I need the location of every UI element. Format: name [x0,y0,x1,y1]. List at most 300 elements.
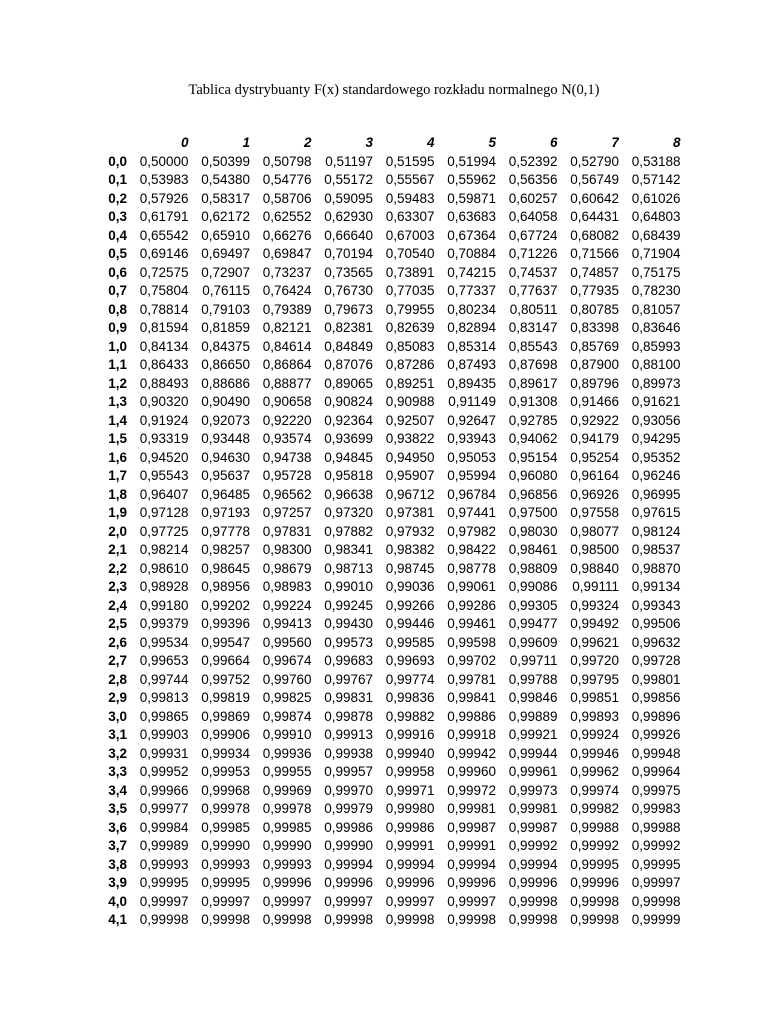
table-cell: 0,77035 [385,283,435,298]
table-cell: 0,99683 [324,653,373,668]
table-cell: 0,99446 [385,616,435,631]
column-header: 1 [242,135,250,150]
table-cell: 0,99998 [631,893,681,909]
table-cell: 0,99990 [201,838,250,853]
table-cell: 0,99774 [385,671,435,687]
table-cell: 0,58706 [262,190,312,206]
table-cell: 0,77337 [447,283,496,298]
table-row [98,763,681,782]
row-header: 1,5 [108,431,127,446]
table-row [98,708,681,727]
header-row [98,134,681,153]
table-cell: 0,99995 [139,875,189,890]
table-cell: 0,67364 [447,227,496,243]
table-row [98,782,681,801]
row-header: 0,9 [108,320,127,335]
table-cell: 0,99878 [324,708,373,724]
table-cell: 0,92785 [508,412,558,428]
row-header: 3,2 [108,745,127,761]
table-cell: 0,64431 [570,209,619,224]
table-row [98,449,681,468]
table-cell: 0,91621 [631,394,681,409]
table-row [98,523,681,542]
row-header: 4,1 [108,912,127,927]
table-row [98,356,681,375]
row-header: 0,0 [108,153,127,169]
table-cell: 0,99752 [201,671,250,687]
table-cell: 0,99396 [201,616,250,631]
table-cell: 0,99968 [201,782,250,798]
table-cell: 0,99825 [262,690,312,705]
table-cell: 0,99202 [201,597,250,613]
table-cell: 0,99994 [385,856,435,872]
table-cell: 0,59483 [385,190,435,206]
row-header: 2,3 [108,579,127,594]
table-row [98,541,681,560]
table-cell: 0,80785 [570,301,619,317]
table-cell: 0,99903 [139,727,189,742]
table-cell: 0,92364 [324,412,373,428]
table-cell: 0,99856 [631,690,681,705]
table-cell: 0,58317 [201,190,250,206]
table-cell: 0,99781 [447,671,496,687]
table-cell: 0,98077 [570,523,619,539]
table-cell: 0,94738 [262,449,312,465]
table-cell: 0,98983 [262,579,312,594]
table-row [98,819,681,838]
distribution-table [98,134,681,930]
table-cell: 0,99994 [447,856,496,872]
table-cell: 0,92073 [201,412,250,428]
table-cell: 0,92922 [570,412,619,428]
table-cell: 0,77935 [570,283,619,298]
table-row [98,412,681,431]
table-cell: 0,91924 [139,412,189,428]
table-cell: 0,90658 [262,394,312,409]
table-cell: 0,53188 [631,153,681,169]
table-cell: 0,65542 [139,227,189,243]
table-row [98,874,681,893]
table-cell: 0,52790 [570,153,619,169]
table-row [98,208,681,227]
table-cell: 0,84849 [324,338,373,354]
table-cell: 0,99999 [631,912,681,927]
table-cell: 0,71566 [570,246,619,261]
table-cell: 0,72575 [139,264,189,280]
table-cell: 0,84375 [201,338,250,354]
table-cell: 0,99061 [447,579,496,594]
table-cell: 0,99985 [201,819,250,835]
table-row [98,264,681,283]
table-cell: 0,99997 [447,893,496,909]
table-cell: 0,76730 [324,283,373,298]
table-cell: 0,99924 [570,727,619,742]
table-cell: 0,97320 [324,505,373,520]
table-cell: 0,98778 [447,560,496,576]
row-header: 0,1 [108,172,127,187]
table-cell: 0,99693 [385,653,435,668]
table-cell: 0,98214 [139,542,189,557]
row-header: 0,4 [108,227,127,243]
table-cell: 0,99944 [508,745,558,761]
table-cell: 0,73891 [385,264,435,280]
page-title: Tablica dystrybuanty F(x) standardowego rozkładu normalnego N(0,1) [188,82,600,98]
table-cell: 0,64803 [631,209,681,224]
table-cell: 0,98870 [631,560,681,576]
table-cell: 0,51197 [325,153,373,169]
table-row [98,467,681,486]
table-cell: 0,99720 [570,653,619,668]
table-cell: 0,52392 [508,153,558,169]
table-cell: 0,83147 [508,320,558,335]
table-cell: 0,96080 [508,468,558,483]
table-cell: 0,84614 [262,338,312,354]
table-cell: 0,96485 [201,486,250,502]
table-cell: 0,99972 [447,782,496,798]
table-cell: 0,99957 [324,764,373,779]
table-cell: 0,98679 [262,560,312,576]
table-cell: 0,99874 [262,708,312,724]
row-header: 3,4 [108,782,127,798]
table-cell: 0,99990 [262,838,312,853]
table-cell: 0,99955 [262,764,312,779]
table-cell: 0,94062 [508,431,558,446]
table-cell: 0,99998 [201,912,250,927]
table-cell: 0,92220 [262,412,312,428]
row-header: 2,1 [108,542,127,557]
table-cell: 0,95637 [201,468,250,483]
table-cell: 0,99728 [631,653,681,668]
table-cell: 0,99477 [508,616,558,631]
row-header: 3,3 [108,764,127,779]
row-header: 1,9 [108,505,127,520]
table-cell: 0,93822 [385,431,435,446]
table-row [98,338,681,357]
table-cell: 0,98610 [139,560,189,576]
table-cell: 0,99921 [508,727,558,742]
table-cell: 0,97932 [385,523,435,539]
table-row [98,800,681,819]
table-cell: 0,99343 [631,597,681,613]
table-cell: 0,99910 [262,727,312,742]
table-cell: 0,90824 [324,394,373,409]
table-row [98,319,681,338]
table-cell: 0,99997 [324,893,373,909]
table-cell: 0,99974 [570,782,619,798]
table-cell: 0,97725 [139,523,189,539]
row-header: 3,0 [108,708,127,724]
table-cell: 0,99430 [324,616,373,631]
table-cell: 0,99996 [385,875,435,890]
row-header: 0,3 [108,209,127,224]
table-cell: 0,99986 [324,819,373,835]
table-cell: 0,99986 [385,819,435,835]
table-cell: 0,78814 [139,301,189,317]
table-row [98,911,681,930]
table-row [98,578,681,597]
table-cell: 0,99926 [631,727,681,742]
table-cell: 0,87493 [447,357,496,372]
table-cell: 0,83646 [631,320,681,335]
table-cell: 0,82639 [385,320,435,335]
table-row [98,560,681,579]
table-cell: 0,99983 [631,801,681,816]
table-cell: 0,83398 [570,320,619,335]
table-row [98,430,681,449]
table-cell: 0,75175 [631,264,681,280]
table-cell: 0,73565 [324,264,373,280]
table-header [98,134,681,153]
table-cell: 0,99836 [385,690,435,705]
column-header: 5 [488,135,496,150]
table-cell: 0,69146 [139,246,189,261]
table-cell: 0,89796 [570,375,619,391]
row-header: 3,1 [108,727,127,742]
table-cell: 0,82894 [447,320,496,335]
table-cell: 0,97381 [385,505,435,520]
table-cell: 0,99994 [508,856,558,872]
table-cell: 0,76424 [262,283,312,298]
table-cell: 0,99970 [324,782,373,798]
table-cell: 0,99831 [324,690,373,705]
table-cell: 0,99979 [324,801,373,816]
table-cell: 0,93319 [139,431,189,446]
row-header: 1,0 [108,338,127,354]
table-cell: 0,68082 [570,227,619,243]
table-cell: 0,62930 [324,209,373,224]
row-header: 2,0 [108,523,127,539]
table-cell: 0,99991 [385,838,435,853]
table-cell: 0,99981 [447,801,496,816]
table-row [98,153,681,172]
table-cell: 0,99962 [570,764,619,779]
table-cell: 0,99961 [508,764,558,779]
table-cell: 0,85769 [570,338,619,354]
table-cell: 0,99980 [385,801,435,816]
table-cell: 0,55962 [447,172,496,187]
table-row [98,893,681,912]
table-cell: 0,55567 [385,172,435,187]
table-cell: 0,99994 [324,856,373,872]
table-cell: 0,99978 [201,801,250,816]
table-cell: 0,99702 [447,653,496,668]
table-cell: 0,81057 [631,301,681,317]
table-cell: 0,99286 [447,597,496,613]
table-cell: 0,99609 [508,634,558,650]
table-cell: 0,99934 [201,745,250,761]
table-cell: 0,99993 [139,856,189,872]
table-cell: 0,99788 [508,671,558,687]
row-header: 1,1 [108,357,127,372]
table-cell: 0,69847 [262,246,312,261]
table-cell: 0,99996 [324,875,373,890]
table-cell: 0,99906 [201,727,250,742]
table-cell: 0,93574 [262,431,312,446]
row-header: 1,2 [108,375,127,391]
table-cell: 0,95254 [570,449,619,465]
table-cell: 0,71226 [508,246,558,261]
table-cell: 0,95053 [447,449,496,465]
table-cell: 0,69497 [201,246,250,261]
table-cell: 0,99760 [262,671,312,687]
table-cell: 0,99993 [262,856,312,872]
table-cell: 0,96995 [631,486,681,502]
table-cell: 0,99998 [262,912,312,927]
row-header: 3,6 [108,819,127,835]
table-cell: 0,99245 [324,597,373,613]
table-cell: 0,99767 [324,671,373,687]
table-cell: 0,99993 [201,856,250,872]
table-cell: 0,79673 [324,301,373,317]
table-cell: 0,99461 [447,616,496,631]
table-cell: 0,99379 [139,616,189,631]
table-cell: 0,99989 [139,838,189,853]
table-cell: 0,99134 [631,579,681,594]
table-cell: 0,88877 [262,375,312,391]
table-cell: 0,99952 [139,764,189,779]
table-cell: 0,95994 [447,468,496,483]
row-header: 3,7 [108,838,127,853]
table-cell: 0,97257 [262,505,312,520]
table-cell: 0,97128 [139,505,189,520]
table-cell: 0,99973 [508,782,558,798]
table-cell: 0,57926 [139,190,189,206]
table-cell: 0,99971 [385,782,435,798]
table-cell: 0,96926 [570,486,619,502]
table-cell: 0,98382 [385,542,435,557]
table-row [98,282,681,301]
table-cell: 0,99813 [139,690,189,705]
table-cell: 0,99996 [447,875,496,890]
table-cell: 0,97982 [447,523,496,539]
table-cell: 0,90320 [139,394,189,409]
table-cell: 0,76115 [202,283,250,298]
table-cell: 0,99998 [570,912,619,927]
table-cell: 0,89973 [631,375,681,391]
table-cell: 0,86650 [201,357,250,372]
table-cell: 0,99036 [385,579,435,594]
table-cell: 0,66276 [262,227,312,243]
table-cell: 0,99560 [262,634,312,650]
table-cell: 0,50399 [201,153,250,169]
table-cell: 0,97831 [262,523,312,539]
table-row [98,652,681,671]
table-cell: 0,93699 [324,431,373,446]
table-cell: 0,99975 [631,782,681,798]
table-cell: 0,98257 [201,542,250,557]
table-cell: 0,77637 [508,283,558,298]
row-header: 2,5 [108,616,127,631]
table-row [98,689,681,708]
table-cell: 0,61791 [139,209,189,224]
table-cell: 0,54380 [201,172,250,187]
table-cell: 0,99266 [385,597,435,613]
table-cell: 0,95728 [262,468,312,483]
table-cell: 0,99997 [631,875,681,890]
table-cell: 0,99992 [508,838,558,853]
table-row [98,393,681,412]
row-header: 3,5 [108,801,127,816]
table-cell: 0,99931 [139,745,189,761]
table-cell: 0,99992 [631,838,681,853]
table-cell: 0,99653 [139,653,189,668]
table-cell: 0,89435 [447,375,496,391]
table-cell: 0,60642 [570,190,619,206]
table-cell: 0,87286 [385,357,435,372]
column-header: 6 [549,135,558,150]
table-cell: 0,82381 [324,320,373,335]
table-cell: 0,98341 [324,542,373,557]
table-cell: 0,99882 [385,708,435,724]
table-cell: 0,96164 [570,468,619,483]
table-cell: 0,99990 [324,838,373,853]
table-cell: 0,97615 [631,505,681,520]
table-cell: 0,99964 [631,764,681,779]
table-cell: 0,99893 [570,708,619,724]
table-cell: 0,99621 [570,634,619,650]
table-cell: 0,99997 [262,893,312,909]
table-cell: 0,99998 [447,912,496,927]
table-cell: 0,99585 [385,634,435,650]
table-row [98,634,681,653]
table-cell: 0,54776 [262,172,312,187]
table-cell: 0,99998 [508,912,558,927]
table-row [98,726,681,745]
table-cell: 0,94845 [324,449,373,465]
table-cell: 0,64058 [508,209,558,224]
table-cell: 0,98645 [201,560,250,576]
table-cell: 0,89065 [324,375,373,391]
table-cell: 0,99995 [631,856,681,872]
table-cell: 0,79389 [262,301,312,317]
table-cell: 0,99996 [262,875,312,890]
table-cell: 0,96712 [385,486,435,502]
table-cell: 0,98422 [447,542,496,557]
table-cell: 0,99598 [447,634,496,650]
table-cell: 0,96407 [139,486,189,502]
table-cell: 0,98956 [201,579,250,594]
table-cell: 0,99851 [570,690,619,705]
table-cell: 0,98713 [324,560,373,576]
table-cell: 0,99865 [139,708,189,724]
table-cell: 0,99966 [139,782,189,798]
table-cell: 0,99010 [324,579,373,594]
table-cell: 0,61026 [631,190,681,206]
table-cell: 0,99664 [201,653,250,668]
table-cell: 0,95154 [508,449,558,465]
table-cell: 0,99984 [139,819,189,835]
table-cell: 0,82121 [262,320,312,335]
table-cell: 0,75804 [139,283,189,298]
table-cell: 0,96246 [631,468,681,483]
table-cell: 0,99896 [631,708,681,724]
table-cell: 0,72907 [201,264,250,280]
table-cell: 0,97778 [201,523,250,539]
table-row [98,856,681,875]
table-cell: 0,99982 [570,801,619,816]
table-cell: 0,87900 [570,357,619,372]
table-cell: 0,99324 [570,597,619,613]
table-row [98,504,681,523]
table-cell: 0,99996 [570,875,619,890]
row-header: 1,8 [108,486,127,502]
table-cell: 0,98928 [139,579,189,594]
table-cell: 0,60257 [508,190,558,206]
table-cell: 0,56749 [570,172,619,187]
table-cell: 0,94295 [631,431,681,446]
table-cell: 0,99985 [262,819,312,835]
table-cell: 0,74857 [570,264,619,280]
